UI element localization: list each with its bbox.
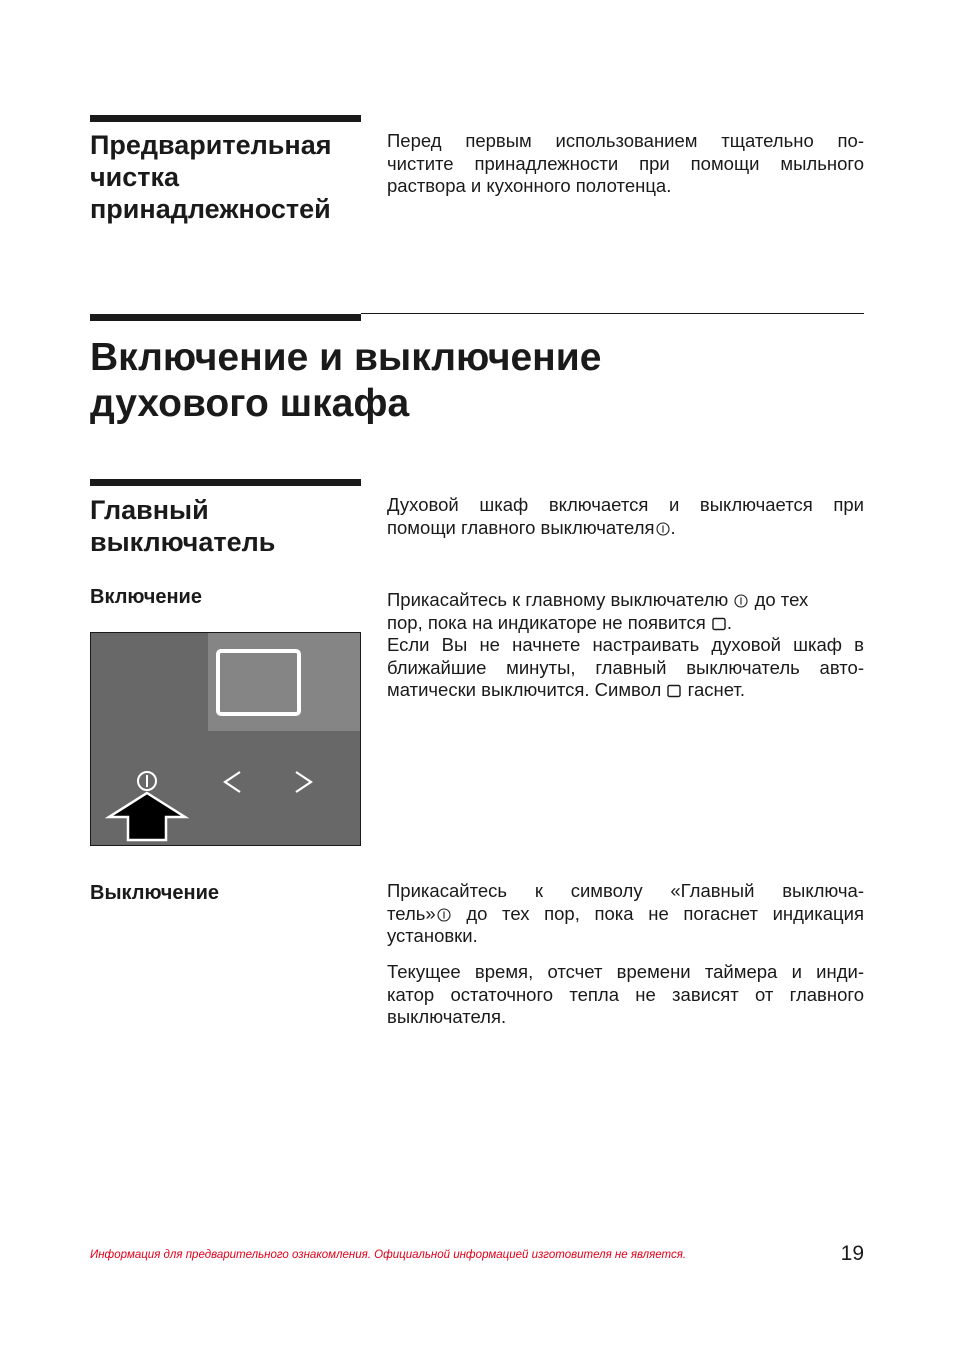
title-line: чистка bbox=[90, 162, 180, 192]
text-line: Прикасайтесь к главному выключателю до тех bbox=[387, 589, 809, 610]
chevron-right-icon bbox=[296, 772, 311, 792]
title-line: принадлежностей bbox=[90, 194, 331, 224]
text-line: помощи главного выключателя . bbox=[387, 516, 676, 538]
power-symbol-icon bbox=[437, 908, 451, 922]
text-line: катор остаточного тепла не зависят от главного bbox=[387, 983, 864, 1005]
chapter-rule-thin bbox=[361, 313, 864, 314]
text-line: тель» до тех пор, пока не погаснет индикация bbox=[387, 902, 865, 924]
title-line: Главный bbox=[90, 495, 209, 525]
text-line: Если Вы не начнете настраивать духовой шкаф в bbox=[387, 634, 864, 655]
title-line: выключатель bbox=[90, 527, 276, 557]
switch-off-text-1 bbox=[387, 880, 864, 948]
chevron-left-icon bbox=[225, 772, 240, 792]
up-arrow-icon bbox=[109, 793, 185, 840]
section-rule bbox=[90, 115, 361, 122]
heading-switch-off: Выключение bbox=[90, 882, 220, 904]
display-area bbox=[208, 633, 360, 731]
section-rule bbox=[90, 479, 361, 486]
control-panel-illustration bbox=[90, 632, 361, 846]
main-switch-intro bbox=[387, 494, 864, 539]
cleaning-text bbox=[387, 130, 864, 198]
text-line: пор, пока на индикаторе не появится . bbox=[387, 611, 733, 633]
text-line: матически выключится. Символ гаснет. bbox=[387, 679, 745, 700]
panel-drawing bbox=[91, 633, 360, 845]
heading-switch-on: Включение bbox=[90, 586, 202, 608]
text-line: Духовой шкаф включается и выключается при bbox=[387, 494, 864, 515]
text-line: Текущее время, отсчет времени таймера и инди- bbox=[387, 961, 864, 982]
display-frame-symbol-icon bbox=[667, 684, 681, 698]
chapter-title bbox=[90, 335, 601, 427]
switch-on-text bbox=[387, 589, 864, 702]
text-line: выключателя. bbox=[387, 1006, 507, 1027]
title-line: духового шкафа bbox=[90, 382, 410, 425]
title-line: Предварительная bbox=[90, 130, 332, 160]
page-number: 19 bbox=[840, 1242, 864, 1265]
section-title-main-switch bbox=[90, 494, 275, 558]
title-line: Включение и выключение bbox=[90, 336, 602, 379]
display-frame-symbol-icon bbox=[712, 617, 726, 631]
chapter-rule-thick bbox=[90, 314, 361, 321]
text-line: чистите принадлежности при помощи мыльного bbox=[387, 152, 864, 174]
power-symbol-icon bbox=[734, 594, 748, 608]
footer-disclaimer: Информация для предварительного ознакомления. Официальной информацией изготовителя не является. bbox=[90, 1249, 687, 1261]
text-line: Прикасайтесь к символу «Главный выключа- bbox=[387, 880, 864, 901]
text-line: установки. bbox=[387, 925, 478, 946]
text-line: Перед первым использованием тщательно по- bbox=[387, 130, 864, 151]
text-line: раствора и кухонного полотенца. bbox=[387, 175, 672, 196]
section-title-cleaning bbox=[90, 129, 331, 225]
switch-off-text-2 bbox=[387, 961, 864, 1029]
power-symbol-icon bbox=[656, 522, 670, 536]
power-icon bbox=[138, 772, 156, 790]
text-line: ближайшие минуты, главный выключатель авто- bbox=[387, 656, 864, 678]
